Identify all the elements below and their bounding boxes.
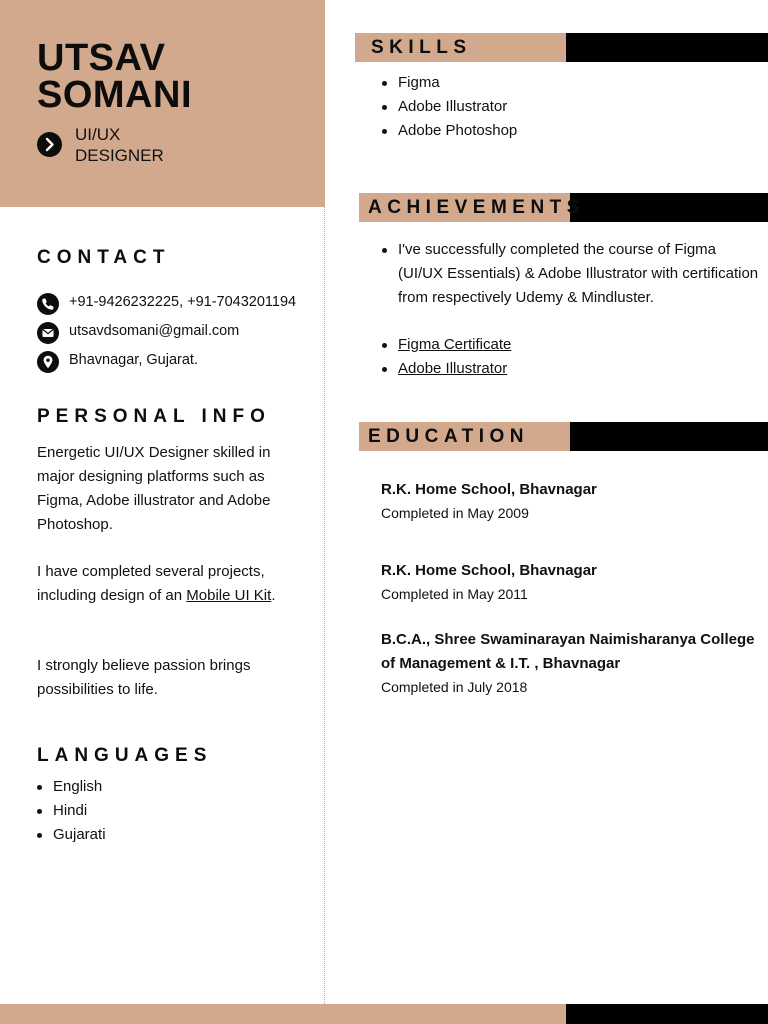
skills-band-dark <box>566 33 768 62</box>
education-entry <box>381 628 766 698</box>
school-name: R.K. Home School, Bhavnagar <box>381 562 597 579</box>
education-entry <box>381 559 766 605</box>
education-heading: EDUCATION <box>368 426 530 447</box>
chevron-right-icon <box>37 132 62 157</box>
job-title-line2: DESIGNER <box>75 146 164 165</box>
achievements-heading: ACHIEVEMENTS <box>368 197 585 218</box>
contact-phone-text: +91-9426232225, +91-7043201194 <box>69 294 297 310</box>
list-item: Hindi <box>37 799 106 823</box>
list-item: Gujarati <box>37 823 106 847</box>
skills-heading: SKILLS <box>371 37 472 58</box>
achievements-band-dark <box>570 193 768 222</box>
column-divider <box>324 207 325 1004</box>
personal-info-paragraph-1: Energetic UI/UX Designer skilled in major designing platforms such as Figma, Adobe illustrator and Adobe Photoshop. <box>37 444 271 533</box>
personal-info-paragraph-2-text: I have completed several projects, including design of an <box>37 563 265 604</box>
education-entry <box>381 478 766 524</box>
email-icon <box>37 322 59 344</box>
adobe-illustrator-link[interactable] <box>382 357 511 381</box>
phone-icon <box>37 293 59 315</box>
languages-list <box>37 775 106 847</box>
personal-info-paragraph-3: I strongly believe passion brings possibilities to life. <box>37 657 251 698</box>
completion-date: Completed in May 2009 <box>381 505 529 521</box>
contact-location-text: Bhavnagar, Gujarat. <box>69 352 198 368</box>
job-title <box>75 124 275 166</box>
contact-email-text[interactable]: utsavdsomani@gmail.com <box>69 323 240 339</box>
footer-accent-bar <box>0 1004 566 1024</box>
achievements-text: I've successfully completed the course of Figma (UI/UX Essentials) & Adobe Illustrator with certification from respectively Udemy & Mindluster. <box>382 238 762 310</box>
list-item: Figma <box>382 71 517 95</box>
completion-date: Completed in May 2011 <box>381 586 528 602</box>
achievements-header-band <box>359 193 768 222</box>
last-name: SOMANI <box>37 74 192 116</box>
mobile-ui-kit-link[interactable]: Mobile UI Kit <box>186 587 272 604</box>
list-item: English <box>37 775 106 799</box>
languages-heading: LANGUAGES <box>37 745 213 766</box>
first-name: UTSAV <box>37 37 166 79</box>
list-item: Adobe Illustrator <box>382 95 517 119</box>
list-item: Adobe Photoshop <box>382 119 517 143</box>
education-band-dark <box>570 422 768 451</box>
job-title-line1: UI/UX <box>75 125 121 144</box>
adobe-illustrator-link-text[interactable]: Adobe Illustrator <box>398 360 508 377</box>
personal-info-paragraph-2-end: . <box>271 587 276 604</box>
figma-certificate-link-text[interactable]: Figma Certificate <box>398 336 512 353</box>
personal-info-paragraph-2 <box>37 560 297 608</box>
school-name: B.C.A., Shree Swaminarayan Naimisharanya College of Management & I.T. , Bhavnagar <box>381 631 755 672</box>
figma-certificate-link[interactable] <box>382 333 511 357</box>
header-block <box>0 0 325 207</box>
full-name <box>37 37 192 116</box>
contact-heading: CONTACT <box>37 247 171 268</box>
school-name: R.K. Home School, Bhavnagar <box>381 481 597 498</box>
skills-list <box>382 71 517 143</box>
education-header-band <box>359 422 768 451</box>
personal-info-heading: PERSONAL INFO <box>37 406 271 427</box>
certificate-links <box>382 333 511 381</box>
skills-header-band <box>355 33 768 62</box>
completion-date: Completed in July 2018 <box>381 679 528 695</box>
footer-dark-bar <box>566 1004 768 1024</box>
location-pin-icon <box>37 351 59 373</box>
